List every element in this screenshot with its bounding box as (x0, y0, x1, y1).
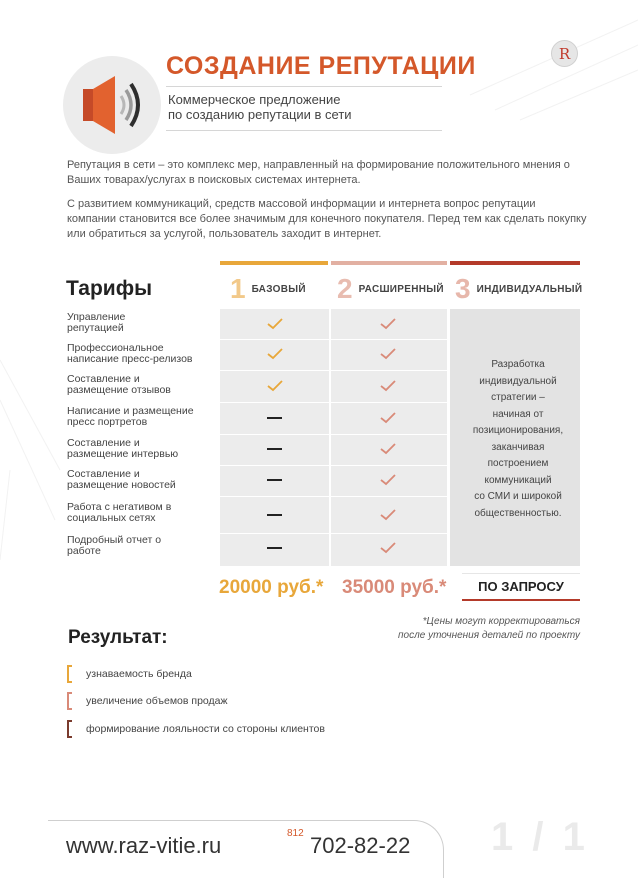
check-icon (267, 318, 283, 330)
description-line: общественностью. (474, 507, 562, 519)
result-item (67, 691, 228, 711)
description-line: построением (487, 458, 549, 469)
column-name: БАЗОВЫЙ (251, 283, 306, 295)
website-link[interactable]: www.raz-vitie.ru (66, 833, 222, 858)
intro-paragraph: Репутация в сети – это комплекс мер, направленный на формирование положительного мнения о Ваших товарах/услугах в поисковых системах интернета. (67, 159, 570, 186)
column-number: 3 (455, 273, 471, 304)
column-number: 2 (337, 273, 353, 304)
intro-paragraph: С развитием коммуникаций, средств массовой информации и интернета вопрос репутации компании становится все более значимым для конечного покупателя. Перед тем как сделать покупку или обратиться за услугой, пользователь заходит в интернет. (67, 198, 587, 240)
table-row-label: Профессиональное написание пресс-релизов (67, 342, 193, 365)
dash-icon (267, 514, 282, 516)
check-icon (380, 509, 396, 521)
phone-code: 812 (287, 828, 304, 839)
table-row-label: Составление и размещение интервью (67, 437, 179, 460)
description-line: коммуникаций (484, 474, 552, 486)
check-icon (380, 348, 396, 360)
page-title: СОЗДАНИЕ РЕПУТАЦИИ (166, 52, 476, 80)
subtitle-divider (166, 130, 442, 131)
row-divider (220, 496, 447, 497)
description-line: стратегии – (491, 392, 545, 403)
result-item-text: увеличение объемов продаж (86, 695, 228, 707)
dash-icon (267, 417, 282, 419)
description-line: позиционирования, (472, 425, 564, 436)
brand-badge: R (551, 40, 578, 67)
speaker-icon (63, 56, 161, 154)
check-icon (380, 542, 396, 554)
bracket-icon (67, 692, 72, 710)
check-icon (267, 348, 283, 360)
column-bar-basic (220, 261, 328, 265)
description-line: со СМИ и широкой (474, 491, 562, 502)
dash-icon (267, 547, 282, 549)
subtitle-line: Коммерческое предложение (168, 92, 341, 107)
column-bar-individual (450, 261, 580, 265)
result-title: Результат: (68, 627, 168, 648)
tariffs-title: Тарифы (66, 277, 153, 300)
check-icon (267, 380, 283, 392)
result-item (67, 719, 325, 739)
table-body (220, 309, 447, 566)
column-header-individual (455, 269, 582, 309)
row-divider (220, 402, 447, 403)
column-name: РАСШИРЕННЫЙ (358, 283, 444, 295)
check-icon (380, 443, 396, 455)
title-divider (166, 86, 442, 87)
dash-icon (267, 448, 282, 450)
note-line: после уточнения деталей по проекту (398, 630, 580, 641)
column-name: ИНДИВИДУАЛЬНЫЙ (476, 283, 583, 295)
result-item-text: узнаваемость бренда (86, 668, 192, 680)
result-item (67, 664, 192, 684)
price-extended: 35000 руб.* (342, 577, 447, 598)
dash-icon (267, 479, 282, 481)
column-divider (447, 309, 450, 566)
subtitle-line: по созданию репутации в сети (168, 107, 352, 122)
bracket-icon (67, 665, 72, 683)
table-row-label: Управление репутацией (67, 311, 126, 334)
row-divider (220, 339, 447, 340)
price-note (366, 615, 580, 643)
page-subtitle (168, 92, 428, 122)
description-line: начиная от (492, 408, 544, 420)
table-row-label: Работа с негативом в социальных сетях (67, 501, 172, 524)
table-row-label: Написание и размещение пресс портретов (67, 405, 194, 428)
row-divider (220, 434, 447, 435)
page-number: 1 / 1 (491, 815, 589, 859)
note-line: *Цены могут корректироваться (422, 616, 580, 627)
column-number: 1 (230, 273, 246, 304)
column-header-basic (230, 269, 306, 309)
check-icon (380, 412, 396, 424)
table-row-label: Подробный отчет о работе (67, 534, 162, 557)
description-line: Разработка (491, 359, 545, 370)
table-row-label: Составление и размещение новостей (67, 468, 176, 491)
price-individual: ПО ЗАПРОСУ (462, 573, 580, 601)
phone-number: 702-82-22 (310, 833, 411, 858)
check-icon (380, 474, 396, 486)
description-line: заканчивая (491, 441, 545, 453)
check-icon (380, 318, 396, 330)
column-header-extended (337, 269, 444, 309)
row-divider (220, 465, 447, 466)
row-divider (220, 370, 447, 371)
description-line: индивидуальной (479, 375, 557, 387)
bracket-icon (67, 720, 72, 738)
table-row-label: Составление и размещение отзывов (67, 373, 171, 396)
result-item-text: формирование лояльности со стороны клиентов (86, 723, 325, 735)
check-icon (380, 380, 396, 392)
column-bar-extended (331, 261, 447, 265)
price-basic: 20000 руб.* (219, 577, 324, 598)
row-divider (220, 533, 447, 534)
column-divider (329, 309, 331, 566)
individual-description (458, 357, 578, 522)
logo (63, 56, 161, 154)
